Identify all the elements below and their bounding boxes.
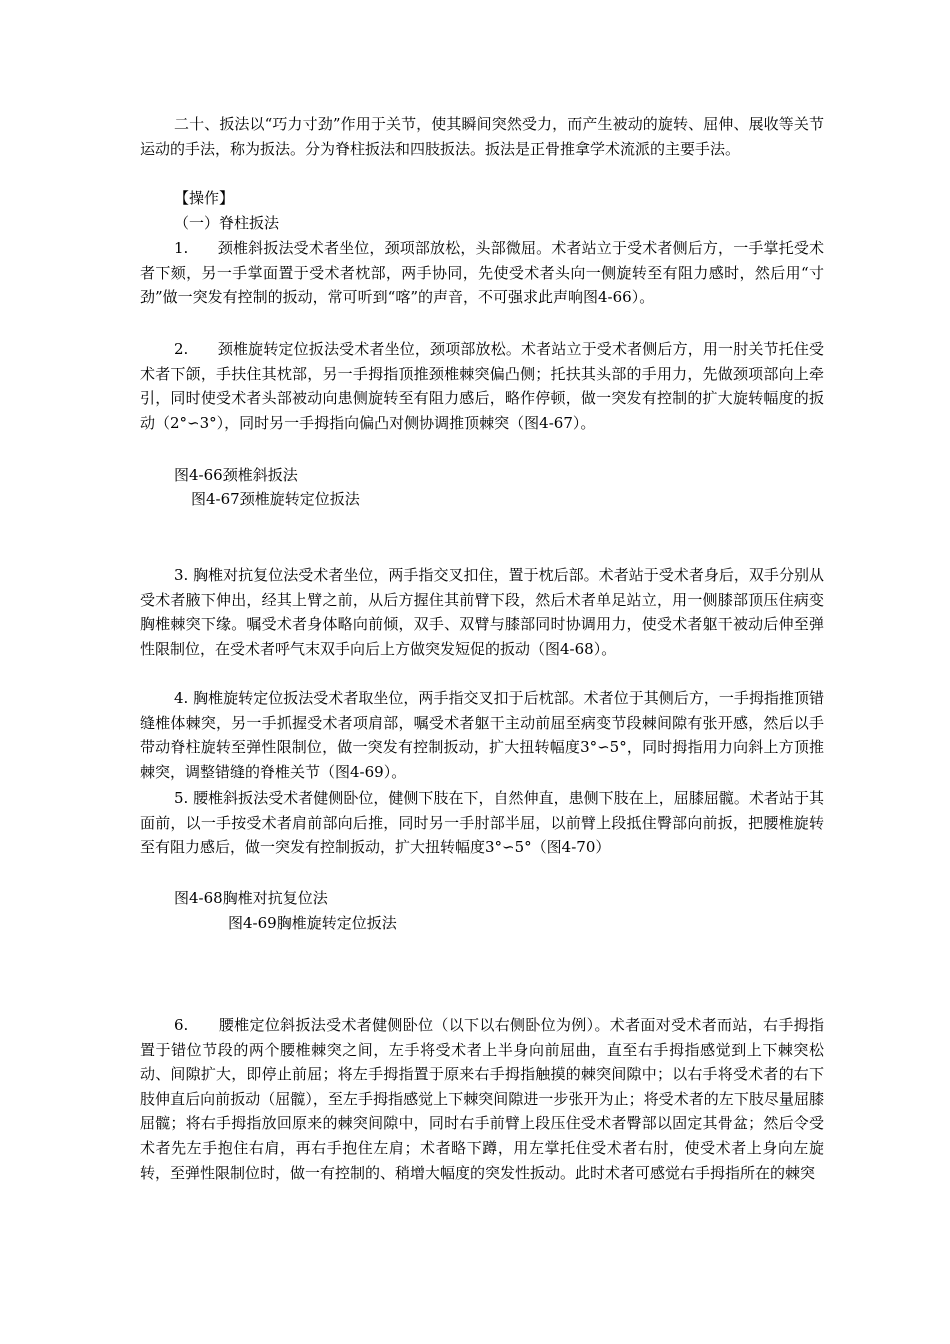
step-2-paragraph	[140, 337, 824, 435]
figure-4-69-caption: 图4-69胸椎旋转定位扳法	[228, 914, 397, 932]
step-6-paragraph	[140, 1013, 824, 1185]
operation-heading: 【操作】	[174, 189, 235, 207]
step-3-text: 3. 胸椎对抗复位法受术者坐位，两手指交叉扣住，置于枕后部。术者站于受术者身后，双手分别从受术者腋下伸出，经其上臂之前，从后方握住其前臂下段，然后术者单足站立，用一侧膝部顶压住病变胸椎棘突下缘。嘱受术者身体略向前倾，双手、双臂与膝部同时协调用力，使受术者躯干被动后伸至弹性限制位，在受术者呼气末双手向后上方做突发短促的扳动（图4-68）。	[140, 566, 824, 658]
step-1-paragraph	[140, 236, 824, 310]
figure-4-68-caption: 图4-68胸椎对抗复位法	[174, 889, 328, 907]
step-1-text: 1. 颈椎斜扳法受术者坐位，颈项部放松，头部微屈。术者站立于受术者侧后方，一手掌托受术者下颏，另一手掌面置于受术者枕部，两手协同，先使受术者头向一侧旋转至有阻力感时，然后用“寸劲”做一突发有控制的扳动，常可听到“喀”的声音，不可强求此声响图4-66）。	[140, 239, 824, 307]
step-5-paragraph	[140, 786, 824, 860]
step-4-text: 4. 胸椎旋转定位扳法受术者取坐位，两手指交叉扣于后枕部。术者位于其侧后方，一手拇指推顶错缝椎体棘突，另一手抓握受术者项肩部，嘱受术者躯干主动前屈至病变节段棘间隙有张开感，然后以手带动脊柱旋转至弹性限制位，做一突发有控制扳动，扩大扭转幅度3°∽5°，同时拇指用力向斜上方顶推棘突，调整错缝的脊椎关节（图4-69）。	[140, 689, 824, 781]
step-2-text: 2. 颈椎旋转定位扳法受术者坐位，颈项部放松。术者站立于受术者侧后方，用一肘关节托住受术者下颌，手扶住其枕部，另一手拇指顶推颈椎棘突偏凸侧；托扶其头部的手用力，先做颈项部向上牵引，同时使受术者头部被动向患侧旋转至有阻力感后，略作停顿，做一突发有控制的扩大旋转幅度的扳动（2°∽3°），同时另一手拇指向偏凸对侧协调推顶棘突（图4-67）。	[140, 340, 824, 432]
spine-subheading: （一）脊柱扳法	[174, 214, 280, 232]
intro-text: 二十、扳法以“巧力寸劲”作用于关节，使其瞬间突然受力，而产生被动的旋转、屈伸、展收等关节运动的手法，称为扳法。分为脊柱扳法和四肢扳法。扳法是正骨推拿学术流派的主要手法。	[140, 115, 824, 158]
step-3-paragraph	[140, 563, 824, 661]
figure-4-66-caption: 图4-66颈椎斜扳法	[174, 466, 298, 484]
step-5-text: 5. 腰椎斜扳法受术者健侧卧位，健侧下肢在下，自然伸直，患侧下肢在上，屈膝屈髋。术者站于其面前，以一手按受术者肩前部向后推，同时另一手肘部半屈，以前臂上段抵住臀部向前扳，把腰椎旋转至有阻力感后，做一突发有控制扳动，扩大扭转幅度3°∽5°（图4-70）	[140, 789, 824, 857]
step-4-paragraph	[140, 686, 824, 784]
step-6-text: 6. 腰椎定位斜扳法受术者健侧卧位（以下以右侧卧位为例）。术者面对受术者而站，右手拇指置于错位节段的两个腰椎棘突之间，左手将受术者上半身向前屈曲，直至右手拇指感觉到上下棘突松动、间隙扩大，即停止前屈；将左手拇指置于原来右手拇指触摸的棘突间隙中；以右手将受术者的右下肢伸直后向前扳动（屈髋），至左手拇指感觉上下棘突间隙进一步张开为止；将受术者的左下肢尽量屈膝屈髋；将右手拇指放回原来的棘突间隙中，同时右手前臂上段压住受术者臀部以固定其骨盆；然后令受术者先左手抱住右肩，再右手抱住左肩；术者略下蹲，用左掌托住受术者右肘，使受术者上身向左旋转，至弹性限制位时，做一有控制的、稍增大幅度的突发性扳动。此时术者可感觉右手拇指所在的棘突	[140, 1016, 824, 1182]
figure-4-67-caption: 图4-67颈椎旋转定位扳法	[191, 490, 360, 508]
intro-paragraph	[140, 112, 824, 161]
